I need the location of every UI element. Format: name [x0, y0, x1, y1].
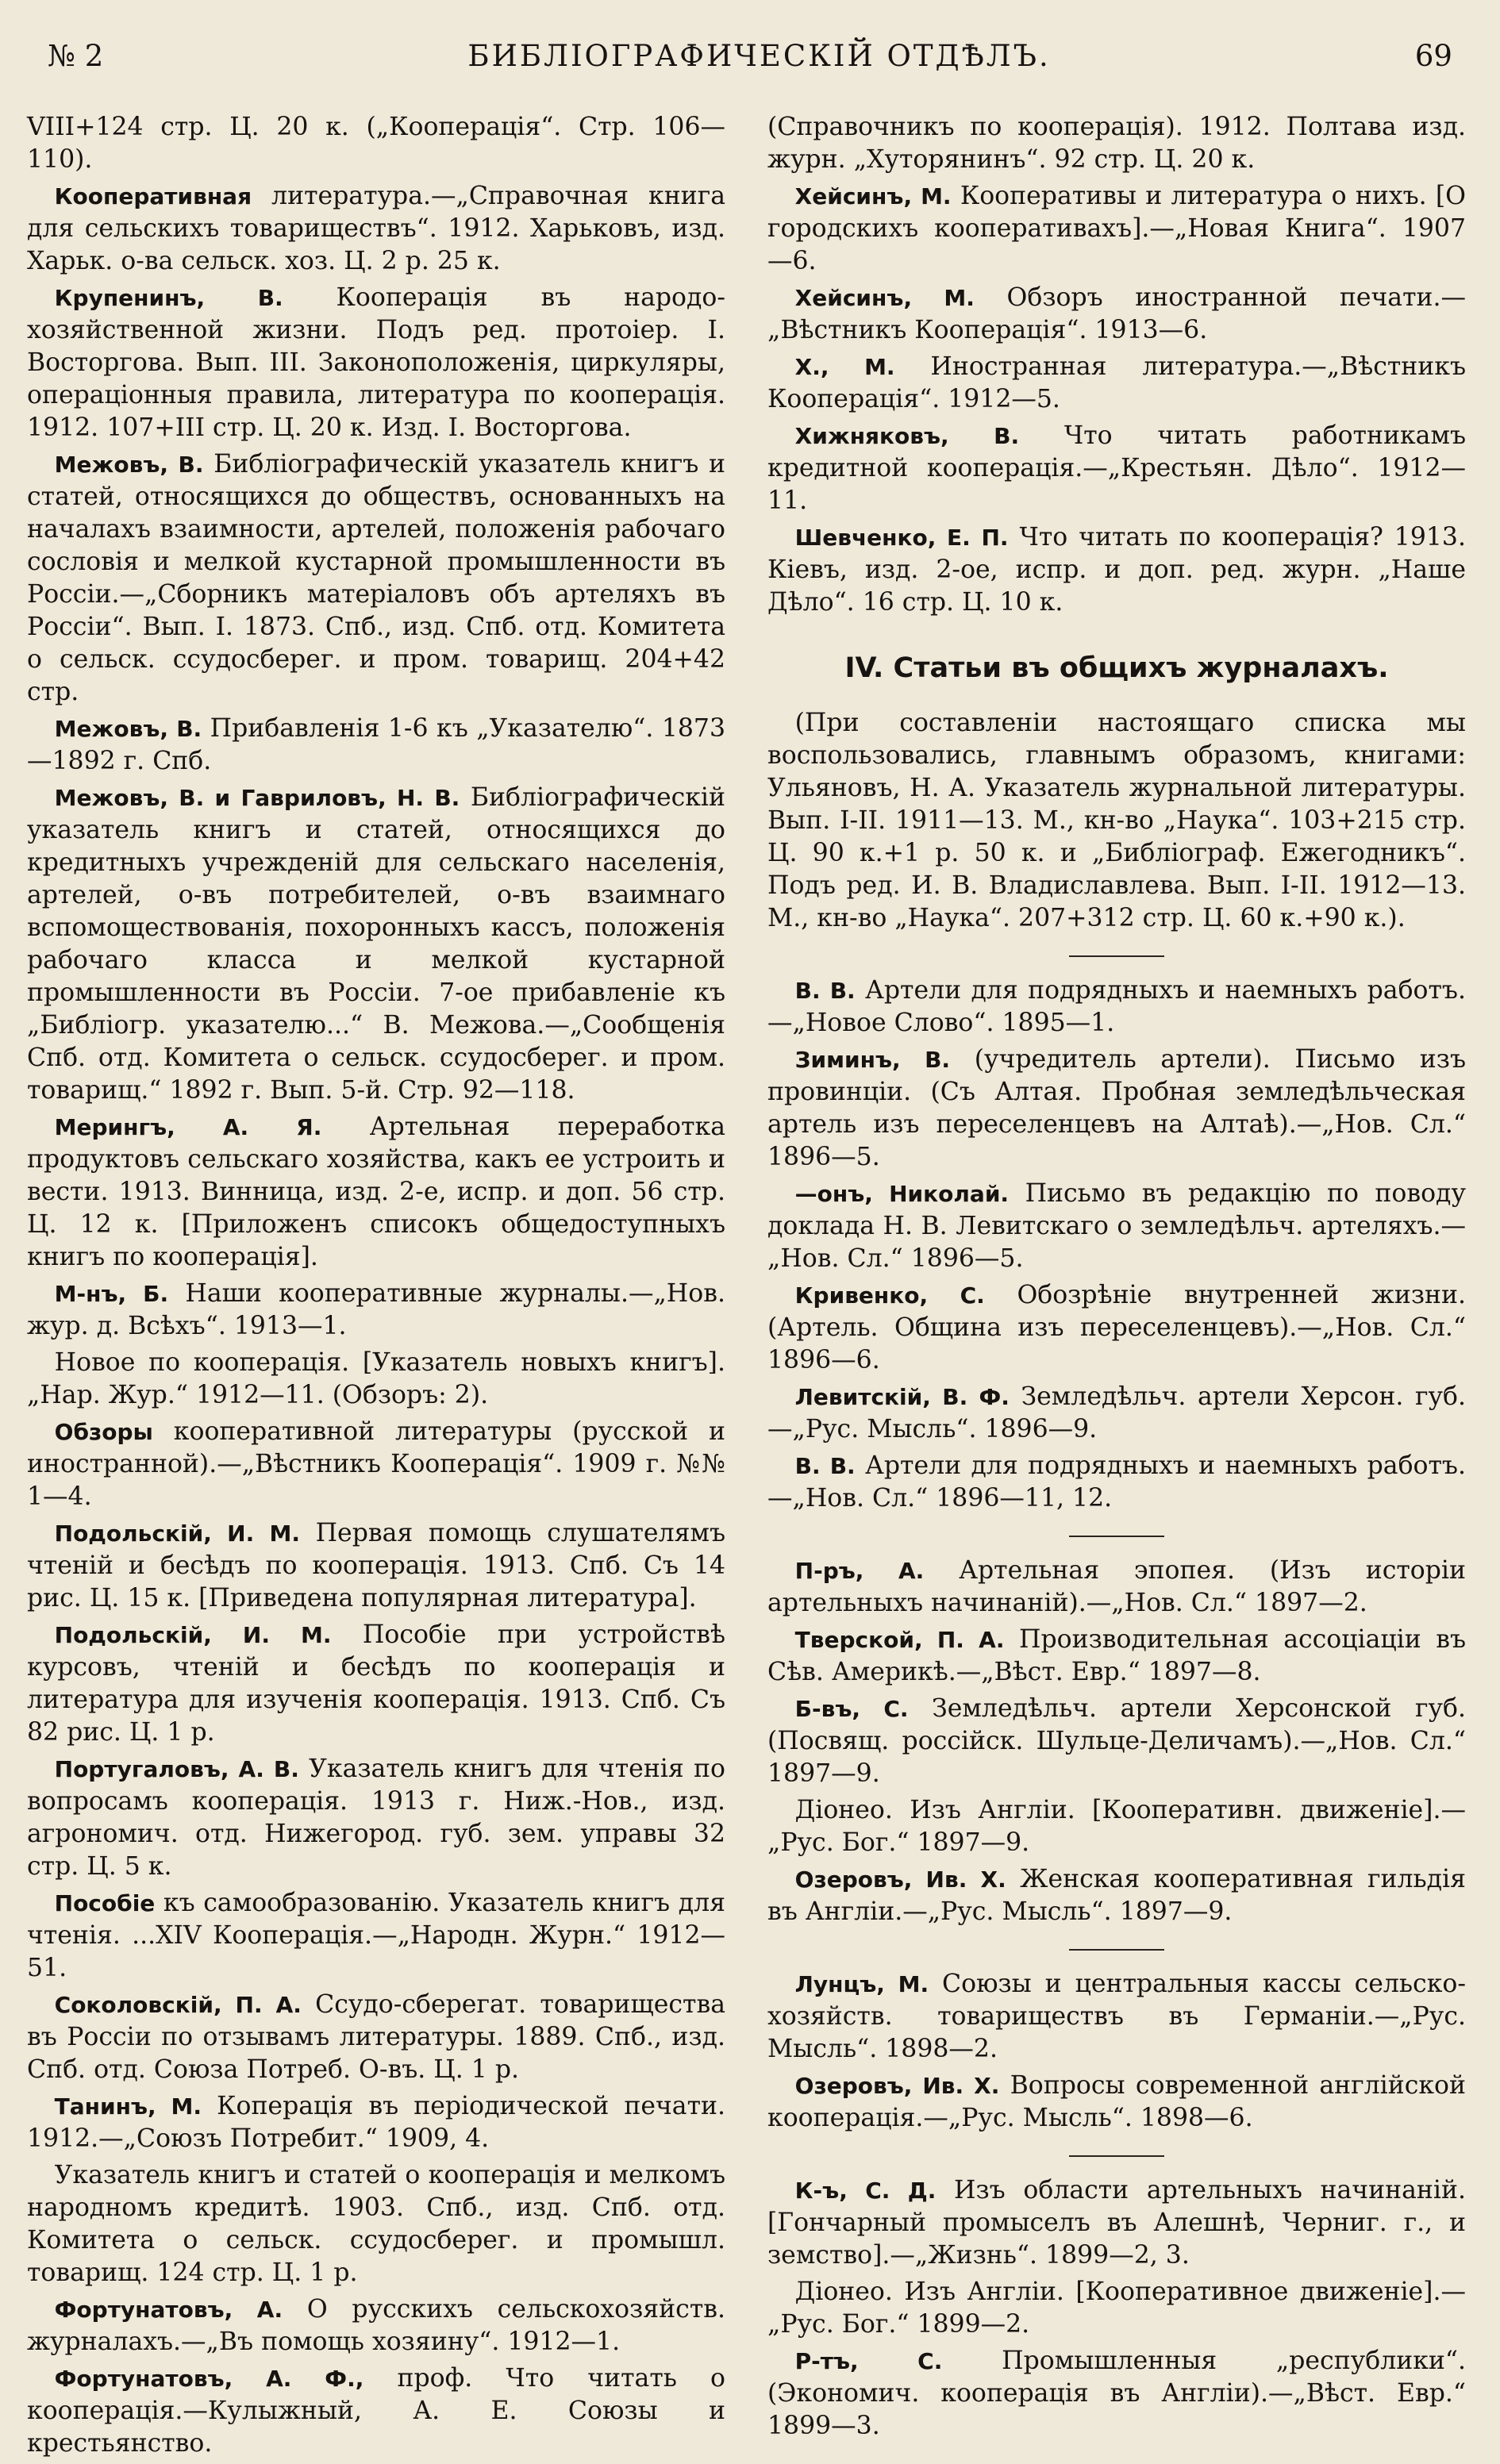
entry-author: Соколовскій, П. А. — [54, 1992, 302, 2018]
entry-text: Обзоръ иностранной печати.—„Вѣстникъ Кооперація“. 1913—6. — [767, 283, 1467, 344]
entry-author: Озеровъ, Ив. Х. — [794, 1866, 1006, 1893]
bibliography-entry — [27, 111, 725, 176]
bibliography-entry — [767, 1794, 1466, 1859]
entry-text: Письмо въ редакцію по поводу доклада Н. В. Левитскаго о земледѣльч. артеляхъ.—„Нов. Сл.“ 1896—5. — [767, 1179, 1466, 1273]
entry-text: кооперативной литературы (русской и иностранной).—„Вѣстникъ Кооперація“. 1909 г. №№ 1—4. — [27, 1417, 725, 1511]
divider-rule — [1069, 1536, 1164, 1537]
entry-author: Обзоры — [54, 1419, 153, 1445]
entry-author: Хейсинъ, М. — [794, 183, 952, 209]
entry-text: Діонео. Изъ Англіи. [Кооперативное движеніе].—„Рус. Бог.“ 1899—2. — [767, 2278, 1466, 2339]
bibliography-entry — [27, 2293, 725, 2358]
entry-author: Хейсинъ, М. — [794, 285, 975, 311]
entry-text: Указатель книгъ и статей о кооперація и мелкомъ народномъ кредитѣ. 1903. Спб., изд. Спб. отд. Комитета о сельск. ссудосберег. и промышл. товарищ. 124 стр. Ц. 1 р. — [27, 2161, 725, 2287]
entry-author: Пособіе — [54, 1890, 156, 1916]
entry-text: Артельная эпопея. (Изъ исторіи артельныхъ начинаній).—„Нов. Сл.“ 1897—2. — [767, 1556, 1466, 1617]
bibliography-entry — [27, 448, 725, 709]
entry-author: Кооперативная — [54, 183, 252, 209]
bibliography-entry — [767, 351, 1466, 416]
bibliography-entry — [767, 1178, 1466, 1275]
entry-text: VIII+124 стр. Ц. 20 к. („Кооперація“. Стр. 106—110). — [27, 113, 725, 174]
entry-author: Р-тъ, С. — [794, 2348, 943, 2374]
bibliography-entry — [27, 1278, 725, 1343]
entry-author: Танинъ, М. — [54, 2093, 202, 2120]
bibliography-entry — [27, 782, 725, 1107]
bibliography-entry — [767, 974, 1466, 1040]
bibliography-entry — [767, 1693, 1466, 1790]
entry-author: Хижняковъ, В. — [794, 423, 1020, 449]
entry-author: Лунцъ, М. — [794, 1971, 929, 1997]
entry-author: Фортунатовъ, А. Ф., — [54, 2366, 364, 2392]
entry-text: Артели для подрядныхъ и наемныхъ работъ.—„Нов. Сл.“ 1896—11, 12. — [767, 1451, 1466, 1513]
entry-text: Первая помощь слушателямъ чтеній и бесѣдъ по кооперація. 1913. Спб. Съ 14 рис. Ц. 15 к. [Приведена популярная литература]. — [27, 1519, 725, 1613]
entry-text: Кооперація въ народо-хозяйственной жизни. Подъ ред. протоіер. І. Восторгова. Вып. III. Законоположенія, циркуляры, операціонныя правила, литература по кооперація. 1912. 107+III стр. Ц. 20 к. Изд. І. Восторгова. — [27, 283, 725, 442]
entry-author: В. В. — [794, 1453, 856, 1479]
entry-text: Что читать по кооперація? 1913. Кіевъ, изд. 2-ое, испр. и доп. ред. журн. „Наше Дѣло“. 16 стр. Ц. 10 к. — [767, 523, 1466, 617]
page-number: 69 — [1414, 38, 1452, 73]
divider-rule — [1069, 2155, 1164, 2157]
entry-text: Пособіе при устройствѣ курсовъ, чтеній и бесѣдъ по кооперація и литература для изученія кооперація. 1913. Спб. Съ 82 рис. Ц. 1 р. — [27, 1620, 725, 1747]
bibliography-entry — [27, 2159, 725, 2289]
divider-rule — [1069, 1949, 1164, 1951]
bibliography-entry — [767, 1555, 1466, 1620]
bibliography-entry — [767, 1450, 1466, 1515]
entry-text: Кооперативы и литература о нихъ. [О городскихъ кооперативахъ].—„Новая Книга“. 1907—6. — [767, 182, 1467, 275]
entry-author: Левитскій, В. Ф. — [794, 1384, 1010, 1410]
bibliography-entry — [27, 1887, 725, 1985]
bibliography-entry — [27, 282, 725, 444]
bibliography-entry — [767, 180, 1466, 278]
entry-text: Производительная ассоціаціи въ Сѣв. Америкѣ.—„Вѣст. Евр.“ 1897—8. — [767, 1625, 1466, 1686]
entry-text: къ самообразованію. Указатель книгъ для чтенія. ...XIV Кооперація.—„Народн. Журн.“ 1912—51. — [27, 1889, 725, 1982]
issue-number: № 2 — [48, 38, 104, 73]
entry-text: Земледѣльч. артели Херсонской губ. (Посвящ. россійск. Шульце-Деличамъ).—„Нов. Сл.“ 1897—9. — [767, 1694, 1466, 1788]
entry-text: (учредитель артели). Письмо изъ провинціи. (Съ Алтая. Пробная земледѣльческая артель изъ переселенцевъ на Алтаѣ).—„Нов. Сл.“ 1896—5. — [767, 1045, 1466, 1171]
bibliography-entry — [767, 1968, 1466, 2066]
section-heading: IV. Статьи въ общихъ журналахъ. — [844, 652, 1389, 684]
entry-text: Земледѣльч. артели Херсон. губ.—„Рус. Мысль“. 1896—9. — [767, 1382, 1466, 1443]
entry-author: Подольскій, И. М. — [54, 1520, 301, 1547]
entry-text: Артели для подрядныхъ и наемныхъ работъ.—„Новое Слово“. 1895—1. — [767, 976, 1466, 1037]
entry-text: Артельная переработка продуктовъ сельскаго хозяйства, какъ ее устроить и вести. 1913. Винница, изд. 2-е, испр. и доп. 56 стр. Ц. 12 к. [Приложенъ списокъ общедоступныхъ книгъ по кооперація]. — [27, 1113, 725, 1271]
bibliography-entry — [767, 1044, 1466, 1174]
bibliography-entry — [767, 521, 1466, 619]
bibliography-entry — [27, 1989, 725, 2086]
bibliography-entry — [27, 180, 725, 278]
bibliography-entry — [27, 2362, 725, 2460]
entry-author: Межовъ, В. — [54, 452, 204, 478]
bibliography-entry — [767, 2276, 1466, 2341]
bibliography-entry — [767, 2345, 1466, 2443]
entry-author: —онъ, Николай. — [794, 1181, 1010, 1207]
entry-text: Промышленныя „республики“. (Экономич. кооперація въ Англіи).—„Вѣст. Евр.“ 1899—3. — [767, 2347, 1466, 2440]
bibliography-entry — [27, 1753, 725, 1883]
entry-groups — [767, 955, 1466, 2443]
page-header — [48, 33, 1452, 78]
bibliography-entry — [27, 713, 725, 778]
entry-text: Ссудо-сберегат. товарищества въ Россіи по отзывамъ литературы. 1889. Спб., изд. Спб. отд. Союза Потреб. О-въ. Ц. 1 р. — [27, 1990, 725, 2084]
entry-text: Вопросы современной англійской кооперація.—„Рус. Мысль“. 1898—6. — [767, 2071, 1467, 2132]
bibliography-entry — [767, 1624, 1466, 1689]
section-header-title: БИБЛІОГРАФИЧЕСКІЙ ОТДѢЛЪ. — [467, 38, 1051, 73]
entry-text: (Справочникъ по кооперація). 1912. Полтава изд. журн. „Хуторянинъ“. 92 стр. Ц. 20 к. — [767, 113, 1466, 174]
bibliography-entry — [767, 111, 1466, 176]
right-column — [767, 111, 1466, 2447]
bibliography-entry — [27, 1416, 725, 1513]
entry-author: М-нъ, Б. — [54, 1281, 169, 1307]
entry-text: Библіографическій указатель книгъ и статей, относящихся до обществъ, основанныхъ на началахъ взаимности, артелей, положенія рабочаго сословія и мелкой кустарной промышленности въ Россіи.—„Сборникъ матеріаловъ объ артеляхъ въ Россіи“. Вып. І. 1873. Спб., изд. Спб. отд. Комитета о сельск. ссудосберег. и пром. товарищ. 204+42 стр. — [27, 450, 725, 706]
entry-text: Союзы и центральныя кассы сельско-хозяйств. товариществъ въ Германіи.—„Рус. Мысль“. 1898—2. — [767, 1970, 1466, 2063]
divider-rule — [1069, 955, 1164, 957]
entry-author: Фортунатовъ, А. — [54, 2297, 283, 2323]
entry-text: Библіографическій указатель книгъ и статей, относящихся до кредитныхъ учрежденій для сельскаго населенія, артелей, о-въ потребителей, о-въ взаимнаго вспомоществованія, похоронныхъ кассъ, положенія рабочаго класса и мелкой кустарной промышленности въ Россіи. 7-ое прибавленіе къ „Библіогр. указателю...“ В. Межова.—„Сообщенія Спб. отд. Комитета о сельск. ссудосберег. и пром. товарищ.“ 1892 г. Вып. 5-й. Стр. 92—118. — [27, 783, 725, 1105]
bibliography-entry — [27, 2090, 725, 2155]
entry-author: Б-въ, С. — [794, 1696, 909, 1722]
entry-text: Иностранная литература.—„Вѣстникъ Кооперація“. 1912—5. — [767, 352, 1467, 413]
entry-author: Кривенко, С. — [794, 1282, 985, 1309]
bibliography-entry — [27, 1619, 725, 1749]
entry-author: В. В. — [794, 978, 856, 1004]
entry-author: Зиминъ, В. — [794, 1047, 951, 1073]
entry-text: проф. Что читать о кооперація.—Кулыжный, А. Е. Союзы и крестьянство. — [27, 2364, 725, 2458]
entry-text: Изъ области артельныхъ начинаній. [Гончарный промыселъ въ Алешнѣ, Черниг. г., и земство].—„Жизнь“. 1899—2, 3. — [767, 2176, 1466, 2270]
entry-author: Шевченко, Е. П. — [794, 525, 1009, 551]
entry-text: Новое по кооперація. [Указатель новыхъ книгъ]. „Нар. Жур.“ 1912—11. (Обзоръ: 2). — [27, 1348, 725, 1409]
entry-author: Межовъ, В. — [54, 716, 202, 742]
bibliography-entry — [767, 1863, 1466, 1928]
bibliography-entry — [767, 1279, 1466, 1377]
bibliography-entry — [27, 1517, 725, 1615]
entry-text: литература.—„Справочная книга для сельскихъ товариществъ“. 1912. Харьковъ, изд. Харьк. о-ва сельск. хоз. Ц. 2 р. 25 к. — [27, 182, 725, 275]
entry-text: Обозрѣніе внутренней жизни. (Артель. Община изъ переселенцевъ).—„Нов. Сл.“ 1896—6. — [767, 1281, 1466, 1374]
entry-text: О русскихъ сельскохозяйств. журналахъ.—„Въ помощь хозяину“. 1912—1. — [27, 2295, 725, 2356]
entry-text: Что читать работникамъ кредитной кооперація.—„Крестьян. Дѣло“. 1912—11. — [767, 421, 1466, 515]
entry-text: Діонео. Изъ Англіи. [Кооперативн. движеніе].—„Рус. Бог.“ 1897—9. — [767, 1796, 1466, 1857]
bibliography-entry — [767, 420, 1466, 517]
entry-author: Межовъ, В. и Гавриловъ, Н. В. — [54, 785, 460, 811]
bibliography-entry — [27, 1347, 725, 1412]
entry-author: Крупенинъ, В. — [54, 285, 283, 311]
bibliography-entry — [27, 1111, 725, 1274]
entry-author: П-ръ, А. — [794, 1558, 925, 1584]
right-entries — [767, 111, 1466, 619]
bibliography-entry — [767, 2174, 1466, 2272]
entry-author: Подольскій, И. М. — [54, 1622, 332, 1648]
entry-text: Коперація въ періодической печати. 1912.—„Союзъ Потребит.“ 1909, 4. — [27, 2092, 726, 2153]
entry-text: Женская кооперативная гильдія въ Англіи.—„Рус. Мысль“. 1897—9. — [767, 1865, 1466, 1926]
entry-author: К-ъ, С. Д. — [794, 2178, 937, 2204]
section-intro: (При составленіи настоящаго списка мы воспользовались, главнымъ образомъ, книгами: Ульяновъ, Н. А. Указатель журнальной литературы. Вып. I-II. 1911—13. М., кн-во „Наука“. 103+215 стр. Ц. 90 к.+1 р. 50 к. и „Библіограф. Ежегодникъ“. Подъ ред. И. В. Владиславлева. Вып. I-II. 1912—13. М., кн-во „Наука“. 207+312 стр. Ц. 60 к.+90 к.). — [767, 709, 1466, 932]
entry-text: Указатель книгъ для чтенія по вопросамъ кооперація. 1913 г. Ниж.-Нов., изд. агрономич. отд. Нижегород. губ. зем. управы 32 стр. Ц. 5 к. — [27, 1755, 726, 1881]
bibliography-entry — [767, 1381, 1466, 1446]
bibliography-entry — [767, 2070, 1466, 2135]
entry-text: Наши кооперативные журналы.—„Нов. жур. д. Всѣхъ“. 1913—1. — [27, 1279, 725, 1340]
entry-text: Прибавленія 1-6 къ „Указателю“. 1873—1892 г. Спб. — [27, 714, 725, 775]
entry-author: Тверской, П. А. — [794, 1627, 1005, 1653]
entry-author: Португаловъ, А. В. — [54, 1756, 299, 1782]
entry-author: Х., М. — [794, 354, 895, 380]
left-column — [27, 111, 725, 2464]
entry-author: Озеровъ, Ив. Х. — [794, 2073, 1000, 2099]
entry-author: Мерингъ, А. Я. — [54, 1114, 322, 1140]
bibliography-entry — [767, 282, 1466, 347]
